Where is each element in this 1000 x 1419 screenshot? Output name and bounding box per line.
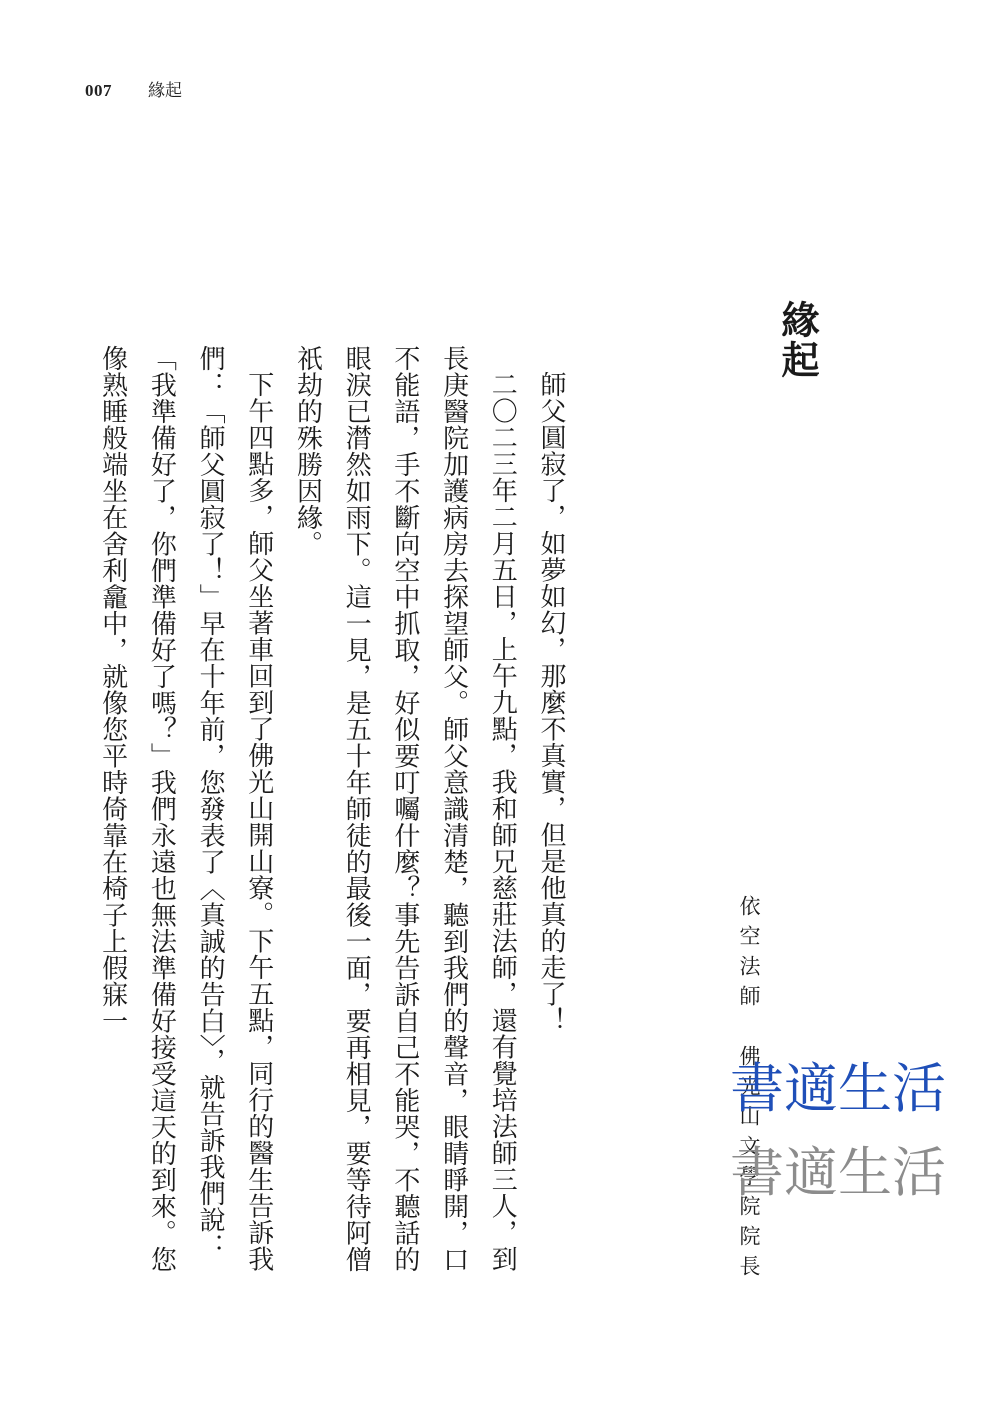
body-text: [88, 345, 575, 1285]
running-header: [85, 76, 182, 101]
watermark-secondary: 書適生活: [730, 1141, 946, 1204]
paragraph: 二〇二三年二月五日，上午九點，我和師兄慈莊法師，還有覺培法師三人，到長庚醫院加護病房去探望師父。師父意識清楚，聽到我們的聲音，眼睛睜開，口不能語，手不斷向空中抓取，好似要叮囑什麼？事先告訴自己不能哭，不聽話的眼淚已潸然如雨下。這一見，是五十年師徒的最後一面，要再相見，要等待阿僧祇劫的殊勝因緣。: [292, 345, 518, 1273]
paragraph: 下午四點多，師父坐著車回到了佛光山開山寮。下午五點，同行的醫生告訴我們：「師父圓寂了！」早在十年前，您發表了〈真誠的告白〉，就告訴我們說：「我準備好了，你們準備好了嗎？」我們永遠也無法準備好接受這天的到來。您像熟睡般端坐在舍利龕中，就像您平時倚靠在椅子上假寐一: [97, 345, 274, 1273]
paragraph: 師父圓寂了，如夢如幻，那麼不真實，但是他真的走了！: [536, 371, 566, 1034]
chapter-title: 緣起: [775, 300, 820, 380]
watermark-primary: 書適生活: [730, 1057, 946, 1120]
page-number: 007: [85, 81, 112, 100]
author-byline: 依空法師 佛光山文學院院長: [737, 895, 761, 1285]
running-title: 緣起: [148, 81, 182, 101]
